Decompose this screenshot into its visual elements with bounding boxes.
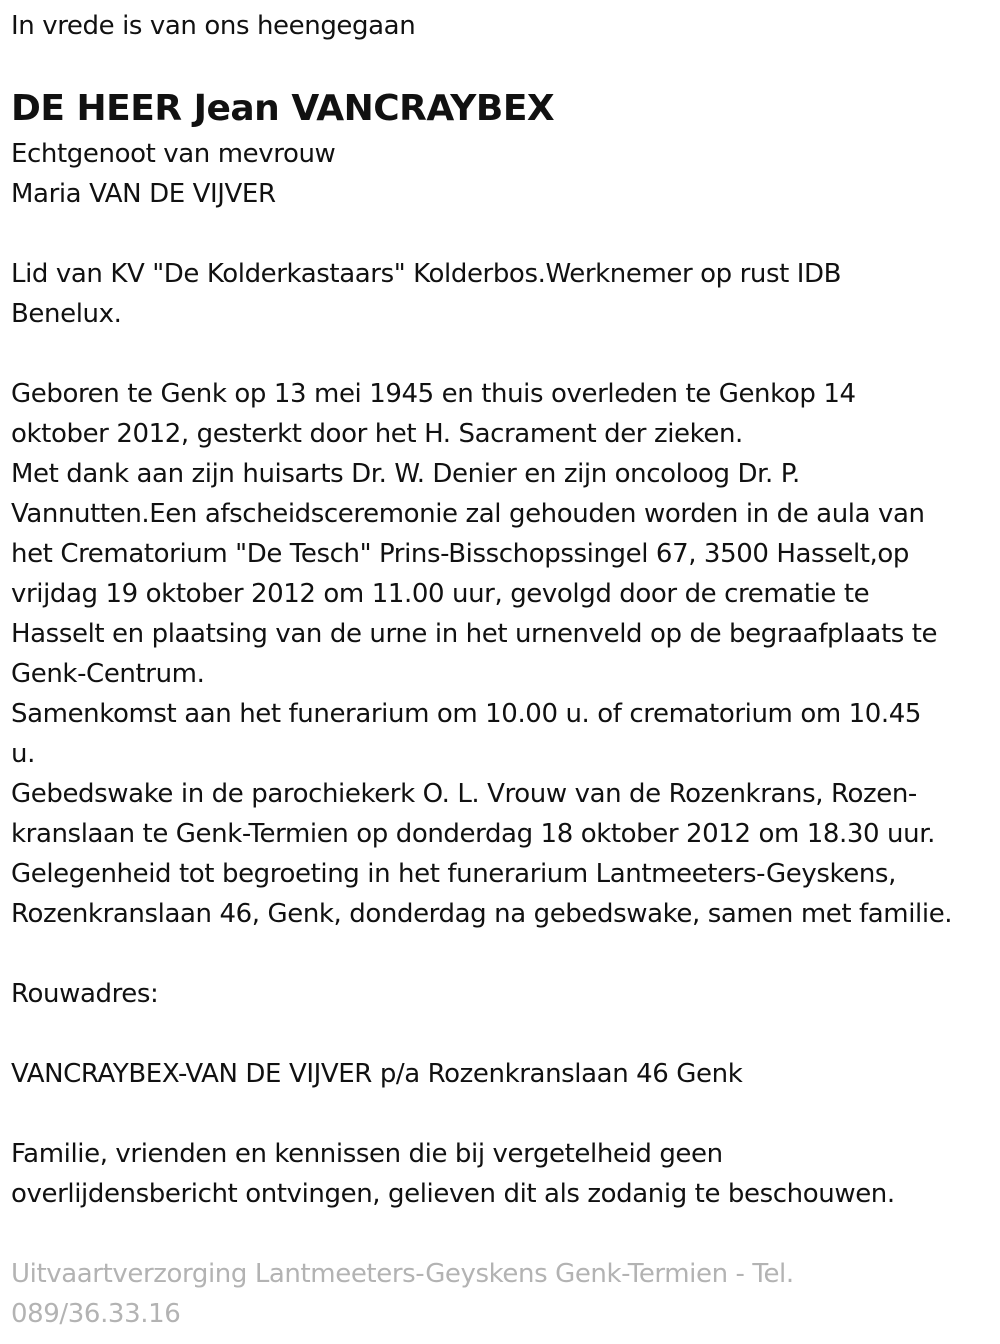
spacer	[11, 934, 995, 974]
details-line: u.	[11, 739, 35, 769]
footer-line: Uitvaartverzorging Lantmeeters-Geyskens Genk-Termien - Tel.	[11, 1259, 794, 1289]
details-line: Met dank aan zijn huisarts Dr. W. Denier en zijn oncoloog Dr. P.	[11, 459, 800, 489]
closing-line: overlijdensbericht ontvingen, gelieven dit als zodanig te beschouwen.	[11, 1179, 895, 1209]
details-line: Gelegenheid tot begroeting in het funerarium Lantmeeters-Geyskens,	[11, 859, 896, 889]
closing-line: Familie, vrienden en kennissen die bij vergetelheid geen	[11, 1139, 723, 1169]
membership-line: Lid van KV "De Kolderkastaars" Kolderbos.Werknemer op rust IDB	[11, 259, 842, 289]
address-label: Rouwadres:	[11, 979, 159, 1009]
details-line: Genk-Centrum.	[11, 659, 205, 689]
details-line: vrijdag 19 oktober 2012 om 11.00 uur, gevolgd door de crematie te	[11, 579, 870, 609]
details-line: Hasselt en plaatsing van de urne in het urnenveld op de begraafplaats te	[11, 619, 938, 649]
footer-line: 089/36.33.16	[11, 1299, 181, 1329]
details-line: Gebedswake in de parochiekerk O. L. Vrouw van de Rozenkrans, Rozen-	[11, 779, 917, 809]
mourning-address: VANCRAYBEX-VAN DE VIJVER p/a Rozenkranslaan 46 Genk	[11, 1059, 743, 1089]
details-line: Rozenkranslaan 46, Genk, donderdag na gebedswake, samen met familie.	[11, 899, 953, 929]
spouse-block	[11, 134, 995, 214]
spacer	[11, 214, 995, 254]
deceased-name: DE HEER Jean VANCRAYBEX	[11, 88, 555, 129]
closing-block	[11, 1134, 995, 1214]
details-line: het Crematorium "De Tesch" Prins-Bisschopssingel 67, 3500 Hasselt,op	[11, 539, 910, 569]
membership-block	[11, 254, 995, 334]
spacer	[11, 1214, 995, 1254]
spouse-line: Maria VAN DE VIJVER	[11, 179, 276, 209]
details-line: Vannutten.Een afscheidsceremonie zal gehouden worden in de aula van	[11, 499, 925, 529]
obituary-notice	[11, 6, 995, 1334]
intro-text: In vrede is van ons heengegaan	[11, 11, 416, 41]
spacer	[11, 334, 995, 374]
spacer	[11, 1094, 995, 1134]
spacer	[11, 1014, 995, 1054]
funeral-director-footer	[11, 1254, 995, 1334]
details-line: Samenkomst aan het funerarium om 10.00 u. of crematorium om 10.45	[11, 699, 922, 729]
details-line: oktober 2012, gesterkt door het H. Sacrament der zieken.	[11, 419, 743, 449]
membership-line: Benelux.	[11, 299, 122, 329]
details-line: Geboren te Genk op 13 mei 1945 en thuis overleden te Genkop 14	[11, 379, 856, 409]
details-block	[11, 374, 995, 934]
details-line: kranslaan te Genk-Termien op donderdag 18 oktober 2012 om 18.30 uur.	[11, 819, 935, 849]
spouse-line: Echtgenoot van mevrouw	[11, 139, 336, 169]
